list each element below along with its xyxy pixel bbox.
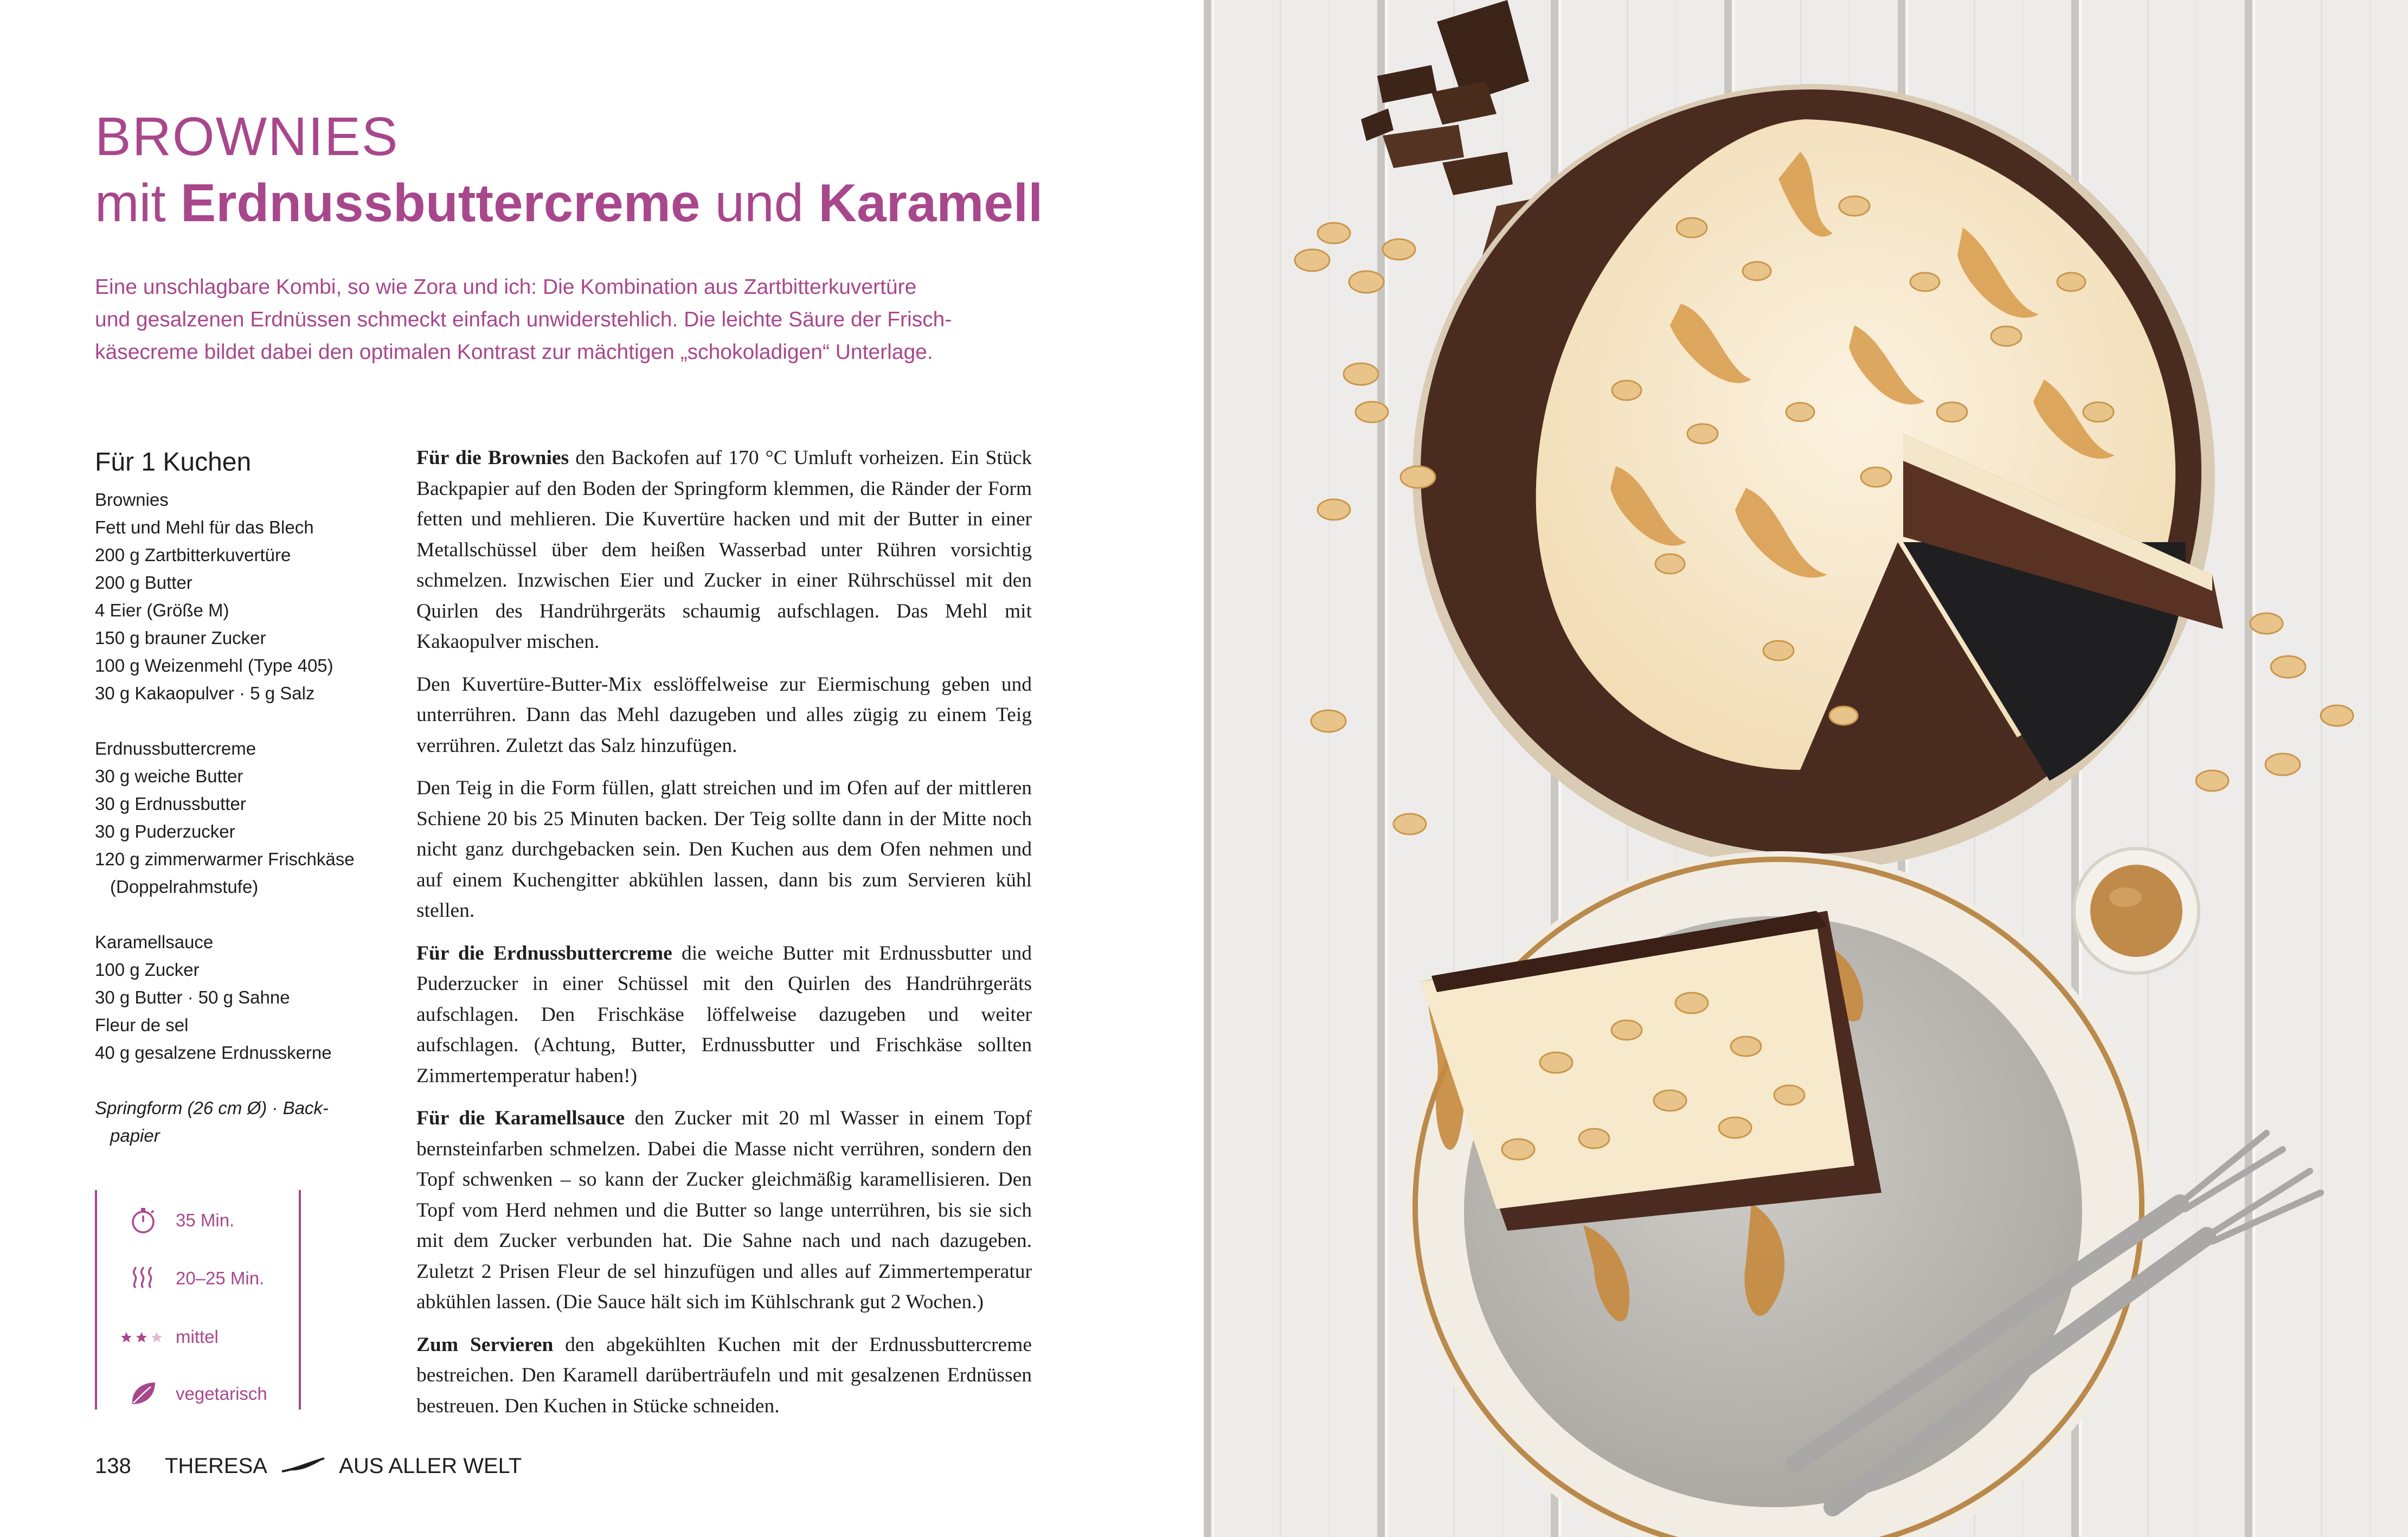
ingredient-group-title: Karamellsauce	[95, 932, 214, 952]
prep-time-label: 35 Min.	[176, 1210, 235, 1230]
ingredient-item: 30 g Puderzucker	[95, 821, 235, 841]
ingredient-item: 30 g Butter · 50 g Sahne	[95, 987, 290, 1007]
ingredient-item: (Doppelrahmstufe)	[110, 877, 259, 897]
intro-text	[95, 271, 952, 369]
leaf-icon	[127, 1377, 159, 1410]
whisk-icon	[279, 1455, 328, 1477]
yield-heading: Für 1 Kuchen	[95, 448, 252, 477]
rating-stars-icon	[119, 1320, 165, 1353]
instruction-paragraph: Den Teig in die Form füllen, glatt streichen und im Ofen auf der mittleren Schiene 20 bis 25 Minuten backen. Der Teig sollte dann in der Mitte noch nicht ganz durchgebacken sein. Den Kuchen aus dem Ofen nehmen und auf einem Kuchengitter abkühlen lassen, dann bis zum Servieren kühl stellen.	[416, 777, 1032, 922]
instructions	[416, 443, 1032, 1433]
ingredient-item: Fleur de sel	[95, 1015, 189, 1035]
diet-label: vegetarisch	[176, 1384, 267, 1404]
caramel-ramekin	[2074, 848, 2199, 973]
ingredient-item: 40 g gesalzene Erdnusskerne	[95, 1043, 332, 1063]
recipe-subtitle: mit Erdnussbuttercreme und Karamell	[95, 173, 1043, 233]
author-name: THERESA	[165, 1454, 267, 1478]
ingredient-group-title: Brownies	[95, 490, 169, 510]
ingredient-item: 200 g Butter	[95, 573, 192, 593]
dessert-photo	[1204, 0, 2408, 1537]
page-footer	[95, 1453, 522, 1478]
ingredient-item: 100 g Weizenmehl (Type 405)	[95, 655, 333, 676]
instruction-paragraph: Zum Servieren den abgekühlten Kuchen mit der Erdnussbuttercreme bestreichen. Den Karamell darüberträufeln und mit gesalzenen Erdnüssen bestreuen. Den Kuchen in Stücke schneiden.	[416, 1333, 1032, 1417]
ingredient-item: 30 g Erdnussbutter	[95, 794, 246, 814]
intro-line: und gesalzenen Erdnüssen schmeckt einfach unwiderstehlich. Die leichte Säure der Frisch-	[95, 308, 952, 331]
ingredient-item: 200 g Zartbitterkuvertüre	[95, 545, 291, 565]
ingredient-item: 30 g weiche Butter	[95, 766, 243, 786]
stopwatch-icon	[127, 1204, 159, 1236]
ingredient-item: 30 g Kakaopulver · 5 g Salz	[95, 683, 315, 703]
ingredient-group-title: Erdnussbuttercreme	[95, 738, 256, 758]
difficulty	[97, 1320, 298, 1353]
bake-time-label: 20–25 Min.	[176, 1268, 265, 1288]
ingredient-item: Fett und Mehl für das Blech	[95, 517, 314, 537]
equipment-note: Springform (26 cm Ø) · Back-	[95, 1098, 329, 1118]
chapter-name: AUS ALLER WELT	[339, 1454, 522, 1478]
intro-line: Eine unschlagbare Kombi, so wie Zora und ich: Die Kombination aus Zartbitterkuvertüre	[95, 275, 917, 299]
ingredient-item: 150 g brauner Zucker	[95, 628, 266, 648]
instruction-paragraph: Für die Karamellsauce den Zucker mit 20 ml Wasser in einem Topf bernsteinfarben schmelzen. Dabei die Masse nicht verrühren, sondern den Topf schwenken – so kann der Zucker gleichmäßig karamellisieren. Den Topf vom Herd nehmen und die Butter so lange unterrühren, bis sie sich mit dem Zucker verbunden hat. Die Sahne nach und nach dazugeben. Zuletzt 2 Prisen Fleur de sel hinzufügen und alles auf Zimmertemperatur abkühlen lassen. (Die Sauce hält sich im Kühlschrank gut 2 Wochen.)	[416, 1107, 1032, 1313]
equipment-note: papier	[110, 1126, 160, 1146]
prep-time	[97, 1204, 298, 1236]
page-number: 138	[95, 1454, 131, 1478]
difficulty-label: mittel	[176, 1327, 219, 1347]
bake-time	[97, 1262, 298, 1294]
instruction-paragraph: Für die Brownies den Backofen auf 170 °C Umluft vorheizen. Ein Stück Backpapier auf den Boden der Springform klemmen, die Ränder der Form fetten und mehlieren. Die Kuvertüre hacken und mit der Butter in einer Metallschüssel über dem heißen Wasserbad unter Rühren vorsichtig schmelzen. Inzwischen Eier und Zucker in einer Rührschüssel mit den Quirlen des Handrührgeräts schaumig aufschlagen. Das Mehl mit Kakaopulver mischen.	[416, 447, 1032, 653]
intro-line: käsecreme bildet dabei den optimalen Kontrast zur mächtigen „schokoladigen“ Unterlage.	[95, 340, 933, 364]
ingredient-list	[95, 443, 377, 1149]
ingredient-item: 100 g Zucker	[95, 960, 200, 980]
instruction-paragraph: Für die Erdnussbuttercreme die weiche Butter mit Erdnussbutter und Puderzucker in einer Schüssel mit den Quirlen des Handrührgeräts aufschlagen. Den Frischkäse löffelweise dazugeben und weiter aufschlagen. (Achtung, Butter, Erdnussbutter und Frischkäse sollten Zimmertemperatur haben!)	[416, 942, 1032, 1087]
heat-waves-icon	[127, 1262, 159, 1294]
recipe-info-box	[95, 1190, 301, 1410]
diet	[97, 1377, 298, 1410]
instruction-paragraph: Den Kuvertüre-Butter-Mix esslöffelweise zur Eiermischung geben und unterrühren. Dann das Mehl dazugeben und alles zügig zu einem Teig verrühren. Zuletzt das Salz hinzufügen.	[416, 673, 1032, 757]
plate-with-slice	[1404, 851, 2153, 1537]
ingredient-item: 120 g zimmerwarmer Frischkäse	[95, 849, 355, 869]
ingredient-item: 4 Eier (Größe M)	[95, 600, 229, 620]
recipe-title: BROWNIES	[95, 106, 399, 167]
